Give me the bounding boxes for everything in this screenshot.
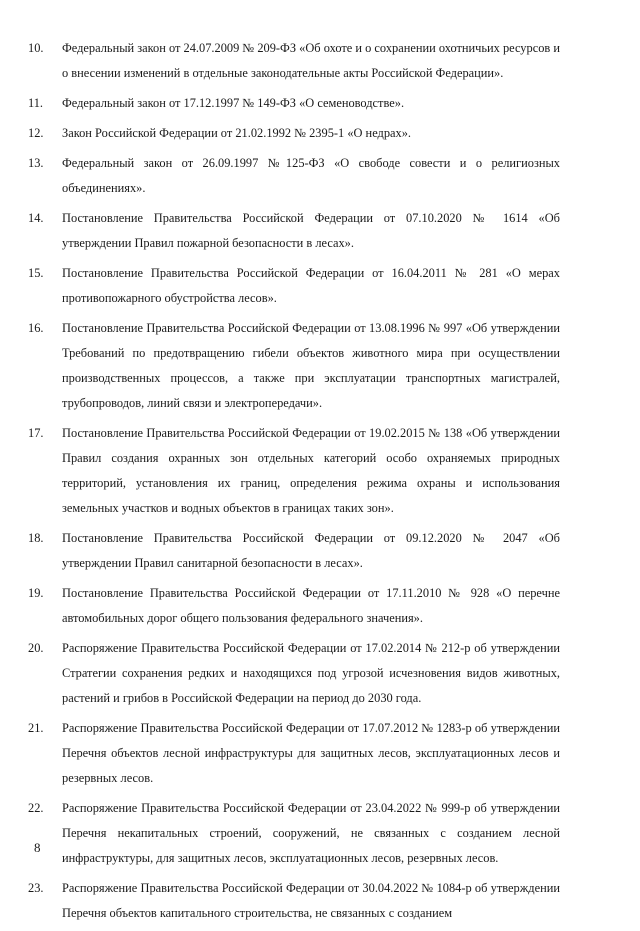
- item-text: Постановление Правительства Российской Федерации от 16.04.2011 № 281 «О мерах противопожарного обустройства лесов».: [62, 266, 560, 305]
- list-item: [28, 261, 560, 311]
- item-text: Постановление Правительства Российской Федерации от 13.08.1996 № 997 «Об утверждении Требований по предотвращению гибели объектов животного мира при осуществлении производственных процессов, а также при эксплуатации транспортных магистралей, трубопроводов, линий связи и электропередачи».: [62, 321, 560, 410]
- list-item: [28, 151, 560, 201]
- item-number: 19.: [28, 586, 44, 600]
- item-text: Федеральный закон от 17.12.1997 № 149-ФЗ «О семеноводстве».: [62, 96, 405, 110]
- item-text: Распоряжение Правительства Российской Федерации от 23.04.2022 № 999-р об утверждении Перечня некапитальных строений, сооружений, не связанных с созданием лесной инфраструктуры, для защитных лесов, эксплуатационных лесов, резервных лесов.: [62, 801, 560, 865]
- page-number: 8: [34, 840, 41, 855]
- list-item: [28, 36, 560, 86]
- item-number: 18.: [28, 531, 44, 545]
- item-number: 14.: [28, 211, 44, 225]
- list-item: [28, 636, 560, 711]
- item-number: 15.: [28, 266, 44, 280]
- list-item: [28, 316, 560, 416]
- list-item: [28, 121, 560, 146]
- item-text: Распоряжение Правительства Российской Федерации от 17.07.2012 № 1283-р об утверждении Перечня объектов лесной инфраструктуры для защитных лесов, эксплуатационных лесов и резервных лесов.: [62, 721, 560, 785]
- item-number: 21.: [28, 721, 44, 735]
- item-text: Постановление Правительства Российской Федерации от 09.12.2020 № 2047 «Об утверждении Правил санитарной безопасности в лесах».: [62, 531, 560, 570]
- list-item: [28, 876, 560, 926]
- item-number: 10.: [28, 41, 44, 55]
- item-number: 12.: [28, 126, 44, 140]
- legal-acts-list: [28, 36, 560, 931]
- list-item: [28, 716, 560, 791]
- item-text: Закон Российской Федерации от 21.02.1992 № 2395-1 «О недрах».: [62, 126, 412, 140]
- list-item: [28, 526, 560, 576]
- item-text: Распоряжение Правительства Российской Федерации от 17.02.2014 № 212-р об утверждении Стратегии сохранения редких и находящихся под угрозой исчезновения видов животных, растений и грибов в Российской Федерации на период до 2030 года.: [62, 641, 560, 705]
- item-number: 22.: [28, 801, 44, 815]
- list-item: [28, 206, 560, 256]
- item-number: 20.: [28, 641, 44, 655]
- item-text: Постановление Правительства Российской Федерации от 17.11.2010 № 928 «О перечне автомобильных дорог общего пользования федерального значения».: [62, 586, 560, 625]
- list-item: [28, 581, 560, 631]
- item-text: Федеральный закон от 24.07.2009 № 209-ФЗ «Об охоте и о сохранении охотничьих ресурсов и о внесении изменений в отдельные законодательные акты Российской Федерации».: [62, 41, 560, 80]
- item-number: 17.: [28, 426, 44, 440]
- item-number: 11.: [28, 96, 44, 110]
- item-number: 23.: [28, 881, 44, 895]
- item-text: Постановление Правительства Российской Федерации от 19.02.2015 № 138 «Об утверждении Правил создания охранных зон отдельных категорий особо охраняемых природных территорий, установления их границ, определения режима охраны и использования земельных участков и водных объектов в границах таких зон».: [62, 426, 560, 515]
- item-text: Федеральный закон от 26.09.1997 №125-ФЗ «О свободе совести и о религиозных объединениях».: [62, 156, 560, 195]
- item-text: Распоряжение Правительства Российской Федерации от 30.04.2022 № 1084-р об утверждении Перечня объектов капитального строительства, не связанных с созданием: [62, 881, 560, 920]
- item-number: 16.: [28, 321, 44, 335]
- list-item: [28, 421, 560, 521]
- list-item: [28, 91, 560, 116]
- item-number: 13.: [28, 156, 44, 170]
- item-text: Постановление Правительства Российской Федерации от 07.10.2020 № 1614 «Об утверждении Правил пожарной безопасности в лесах».: [62, 211, 560, 250]
- list-item: [28, 796, 560, 871]
